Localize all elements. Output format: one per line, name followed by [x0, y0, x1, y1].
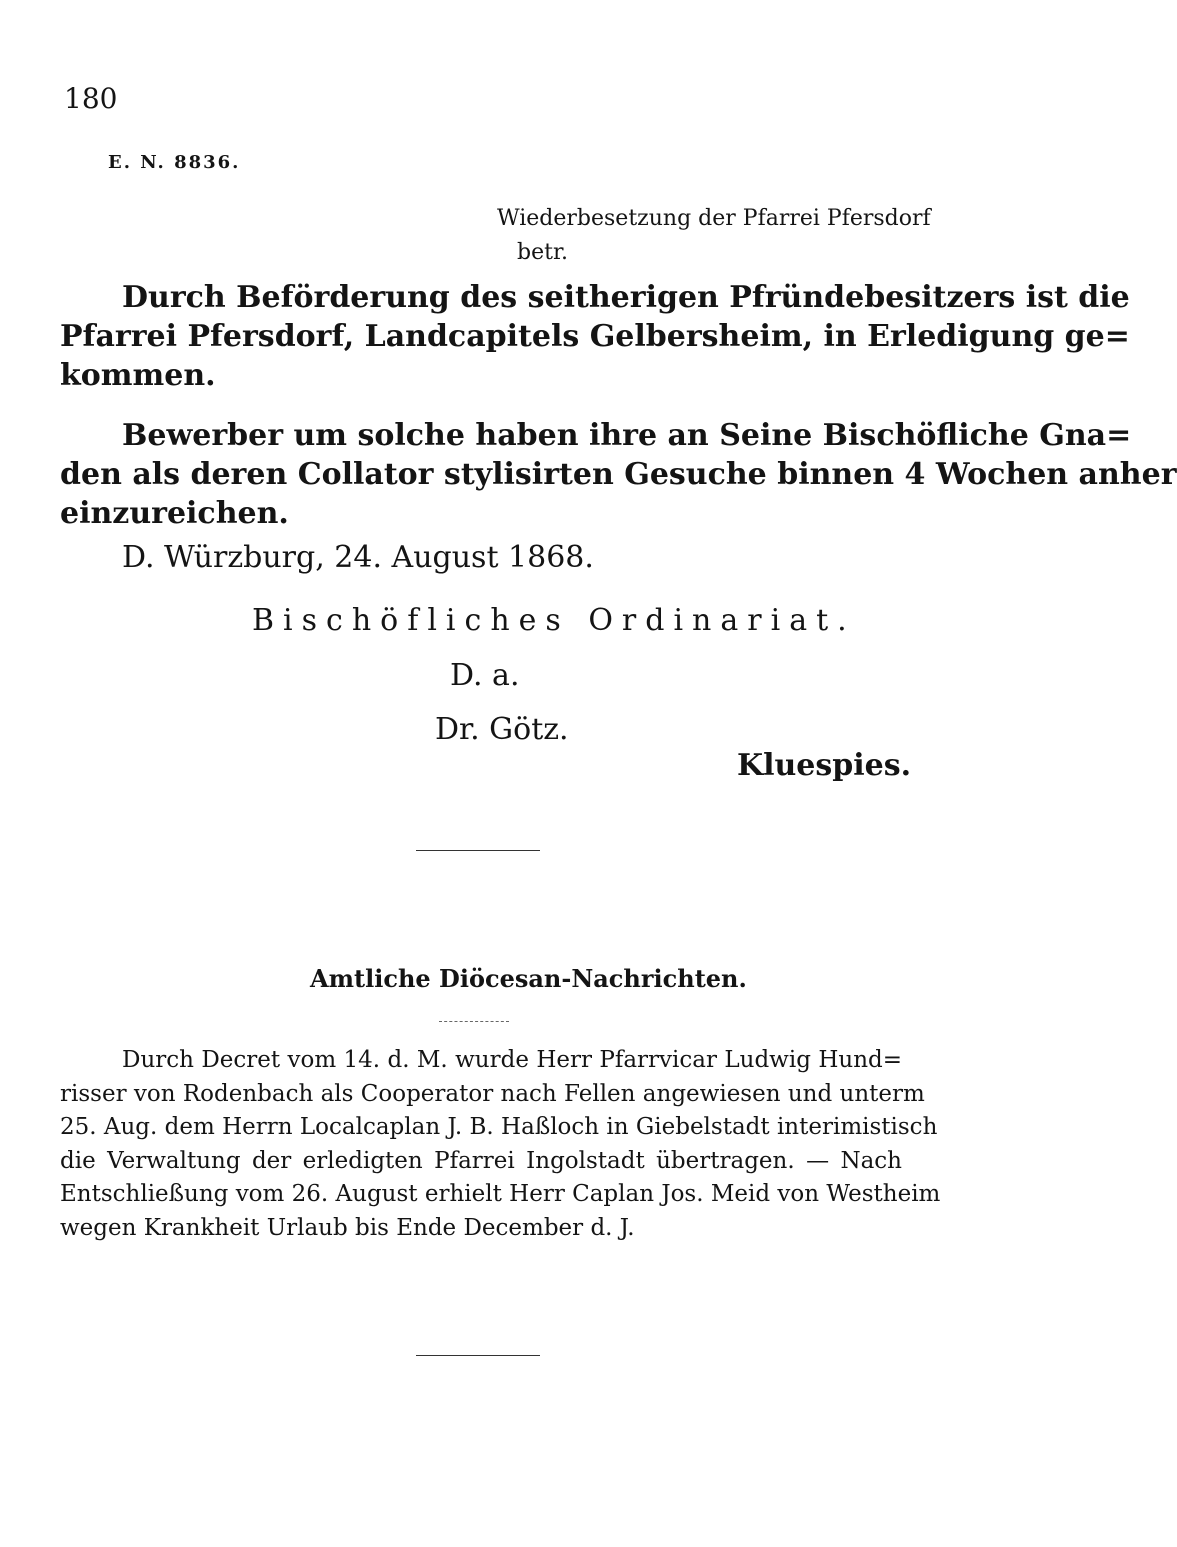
place-date: D. Würzburg, 24. August 1868.: [122, 540, 594, 575]
text-line: kommen.: [60, 358, 216, 393]
text-line: wegen Krankheit Urlaub bis Ende December d. J.: [60, 1214, 635, 1241]
reference-number: E. N. 8836.: [108, 152, 241, 173]
subject-line: betr.: [517, 240, 569, 265]
subject-line: Wiederbesetzung der Pfarrei Pfersdorf: [497, 206, 931, 231]
text-line: Bewerber um solche haben ihre an Seine Bischöfliche Gna=: [122, 418, 1132, 453]
text-line: Entschließung vom 26. August erhielt Herr Caplan Jos. Meid von Westheim: [60, 1181, 941, 1207]
subject-heading: [497, 202, 931, 270]
text-line: risser von Rodenbach als Cooperator nach Fellen angewiesen und unterm: [60, 1080, 925, 1107]
announcement-paragraph-2: [60, 416, 1177, 533]
announcement-paragraph-1: [60, 278, 1130, 395]
text-line: Durch Beförderung des seitherigen Pfründebesitzers ist die: [122, 280, 1130, 315]
diocesan-news-paragraph: [60, 1044, 941, 1245]
page-end-divider: [416, 1355, 540, 1356]
text-line: die Verwaltung der erledigten Pfarrei Ingolstadt übertragen. — Nach: [60, 1147, 902, 1174]
title-ornament-rule: [439, 1021, 509, 1022]
da-abbreviation: D. a.: [450, 658, 520, 693]
signatory-primary: Dr. Götz.: [435, 712, 569, 747]
text-line: einzureichen.: [60, 496, 289, 531]
text-line: 25. Aug. dem Herrn Localcaplan J. B. Haßloch in Giebelstadt interimistisch: [60, 1114, 938, 1140]
text-line: den als deren Collator stylisirten Gesuche binnen 4 Wochen anher: [60, 457, 1177, 492]
text-line: Durch Decret vom 14. d. M. wurde Herr Pfarrvicar Ludwig Hund=: [122, 1047, 902, 1073]
page-number: 180: [64, 82, 118, 115]
section-divider: [416, 850, 540, 851]
section-title: Amtliche Diöcesan-Nachrichten.: [310, 964, 747, 993]
text-line: Pfarrei Pfersdorf, Landcapitels Gelbersheim, in Erledigung ge=: [60, 319, 1130, 354]
signatory-secondary: Kluespies.: [737, 748, 912, 783]
issuing-authority: Bischöfliches Ordinariat.: [252, 603, 856, 638]
